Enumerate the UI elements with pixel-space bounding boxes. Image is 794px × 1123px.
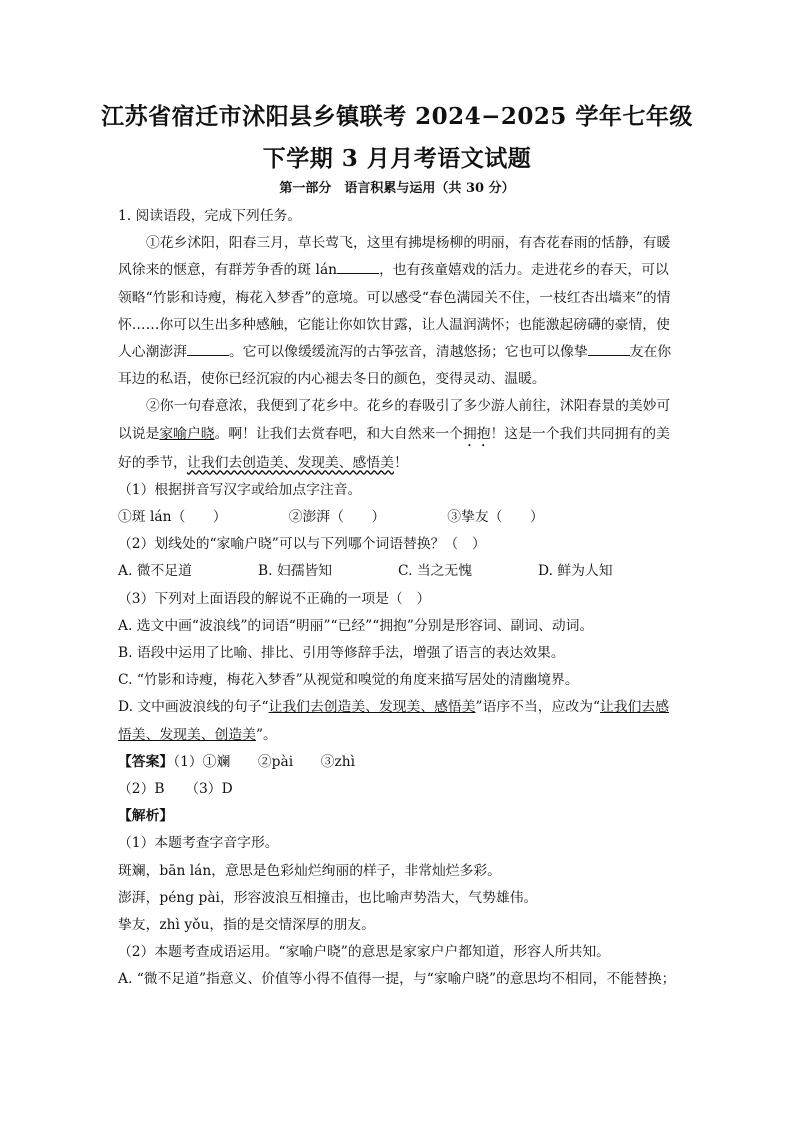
answer-line-2: （2）B （3）D [118, 781, 233, 798]
sub-question-3-title: （3）下列对上面语段的解说不正确的一项是（ ） [118, 590, 431, 607]
exam-title-line-2: 下学期 3 月月考语文试题 [262, 145, 532, 172]
dotted-word: 拥抱 [462, 425, 491, 442]
passage-paragraph-1 [118, 230, 678, 393]
option-b: B. 妇孺皆知 [258, 563, 333, 580]
passage-2-text-e: ！这是一个我们共同拥有的美好的季节， [118, 425, 670, 471]
sub-question-3-option-a: A. 选文中画“波浪线”的词语“明丽”“已经”“拥抱”分别是形容词、副词、动词。 [118, 617, 594, 634]
underlined-idiom: 家喻户晓 [159, 425, 215, 442]
sub-question-1-item: ②澎湃（ ） [288, 509, 386, 526]
analysis-line: （1）本题考查字音字形。 [118, 835, 279, 852]
sub-question-2-options [118, 558, 678, 585]
passage-1-text-a: ①花乡沭阳，阳春三月，草长莺飞，这里有拂堤杨柳的明丽，有杏花春雨的恬静，有暖风徐来的惬意，有群芳争香的斑 lán [118, 235, 671, 279]
option-d-underlined-2: 让我们去感悟美、发现美、创造美 [118, 699, 669, 743]
passage-2-text-g: ！ [393, 454, 408, 471]
sub-question-1-items [118, 504, 678, 531]
question-1-stem: 1. 阅读语段，完成下列任务。 [118, 208, 302, 224]
passage-1-text-d: 友在你耳边的私语，使你已经沉寂的内心褪去冬日的颜色，变得灵动、温暖。 [118, 344, 672, 388]
sub-question-3-option-b: B. 语段中运用了比喻、排比、引用等修辞手法，增强了语言的表达效果。 [118, 645, 565, 662]
option-d-text: D. 文中画波浪线的句子“ [118, 699, 269, 716]
passage-paragraph-2 [118, 393, 678, 476]
option-a: A. 微不足道 [118, 563, 192, 580]
analysis-label-line [118, 803, 678, 830]
sub-question-3-option-d [118, 694, 678, 748]
analysis-line: A. “微不足道”指意义、价值等小得不值得一提，与“家喻户晓”的意思均不相同，不能替换； [118, 971, 676, 988]
passage-1-text-c: 。它可以像缓缓流泻的古筝弦音，清越悠扬；它也可以像挚 [228, 344, 588, 361]
answer-blank [337, 261, 379, 274]
wavy-underlined-sentence: 让我们去创造美、发现美、感悟美 [186, 454, 394, 471]
passage-1-text-b: ，也有孩童嬉戏的活力。走进花乡的春天，可以领略“竹影和诗瘦，梅花入梦香”的意境。可以感受“春色满园关不住，一枝红杏出墙来”的情怀……你可以生出多种感触，它能让你如饮甘露，让人温润满怀；也能激起磅礴的豪情，使人心潮澎湃 [118, 262, 671, 361]
option-d-text: ”。 [255, 726, 277, 743]
answer-label: 【答案】 [118, 753, 174, 770]
option-d: D. 鲜为人知 [538, 563, 613, 580]
option-d-text: ”语序不当，应改为“ [475, 699, 601, 716]
passage-2-text-a: ②你一句春意浓，我便到了花乡中。花乡的春吸引了多少游人前往，沭阳春景的美妙可以说是 [118, 398, 671, 442]
sub-question-1-title: （1）根据拼音写汉字或给加点字注音。 [118, 481, 362, 498]
analysis-line: 斑斓，bān lán，意思是色彩灿烂绚丽的样子，非常灿烂多彩。 [118, 862, 501, 879]
analysis-line: 澎湃，péng pài，形容波浪互相撞击，也比喻声势浩大，气势雄伟。 [118, 889, 538, 906]
option-d-underlined-1: 让我们去创造美、发现美、感悟美 [268, 699, 476, 716]
sub-question-3-option-c: C. “竹影和诗瘦，梅花入梦香”从视觉和嗅觉的角度来描写居处的清幽境界。 [118, 672, 579, 689]
analysis-line: 挚友，zhì yǒu，指的是交情深厚的朋友。 [118, 917, 375, 934]
question-content [118, 203, 678, 994]
sub-question-2-title: （2）划线处的“家喻户晓”可以与下列哪个词语替换？（ ） [118, 536, 486, 553]
answer-blank [588, 343, 630, 356]
sub-question-1-item: ③挚友（ ） [447, 509, 544, 526]
passage-2-text-c: 。啊！让我们去赏春吧，和大自然来一个 [214, 425, 463, 442]
answer-line-1 [118, 749, 678, 776]
analysis-label: 【解析】 [118, 808, 174, 825]
answer-blank [187, 343, 229, 356]
answer-text: （1）①斓 ②pài ③zhì [173, 753, 356, 770]
sub-question-1-item: ①斑 lán（ ） [118, 509, 227, 526]
section-header: 第一部分 语言积累与运用（共 30 分） [279, 181, 515, 196]
option-c: C. 当之无愧 [398, 563, 473, 580]
analysis-line: （2）本题考查成语运用。“家喻户晓”的意思是家家户户都知道，形容人所共知。 [118, 944, 610, 961]
exam-title-line-1: 江苏省宿迁市沭阳县乡镇联考 2024−2025 学年七年级 [101, 103, 693, 130]
